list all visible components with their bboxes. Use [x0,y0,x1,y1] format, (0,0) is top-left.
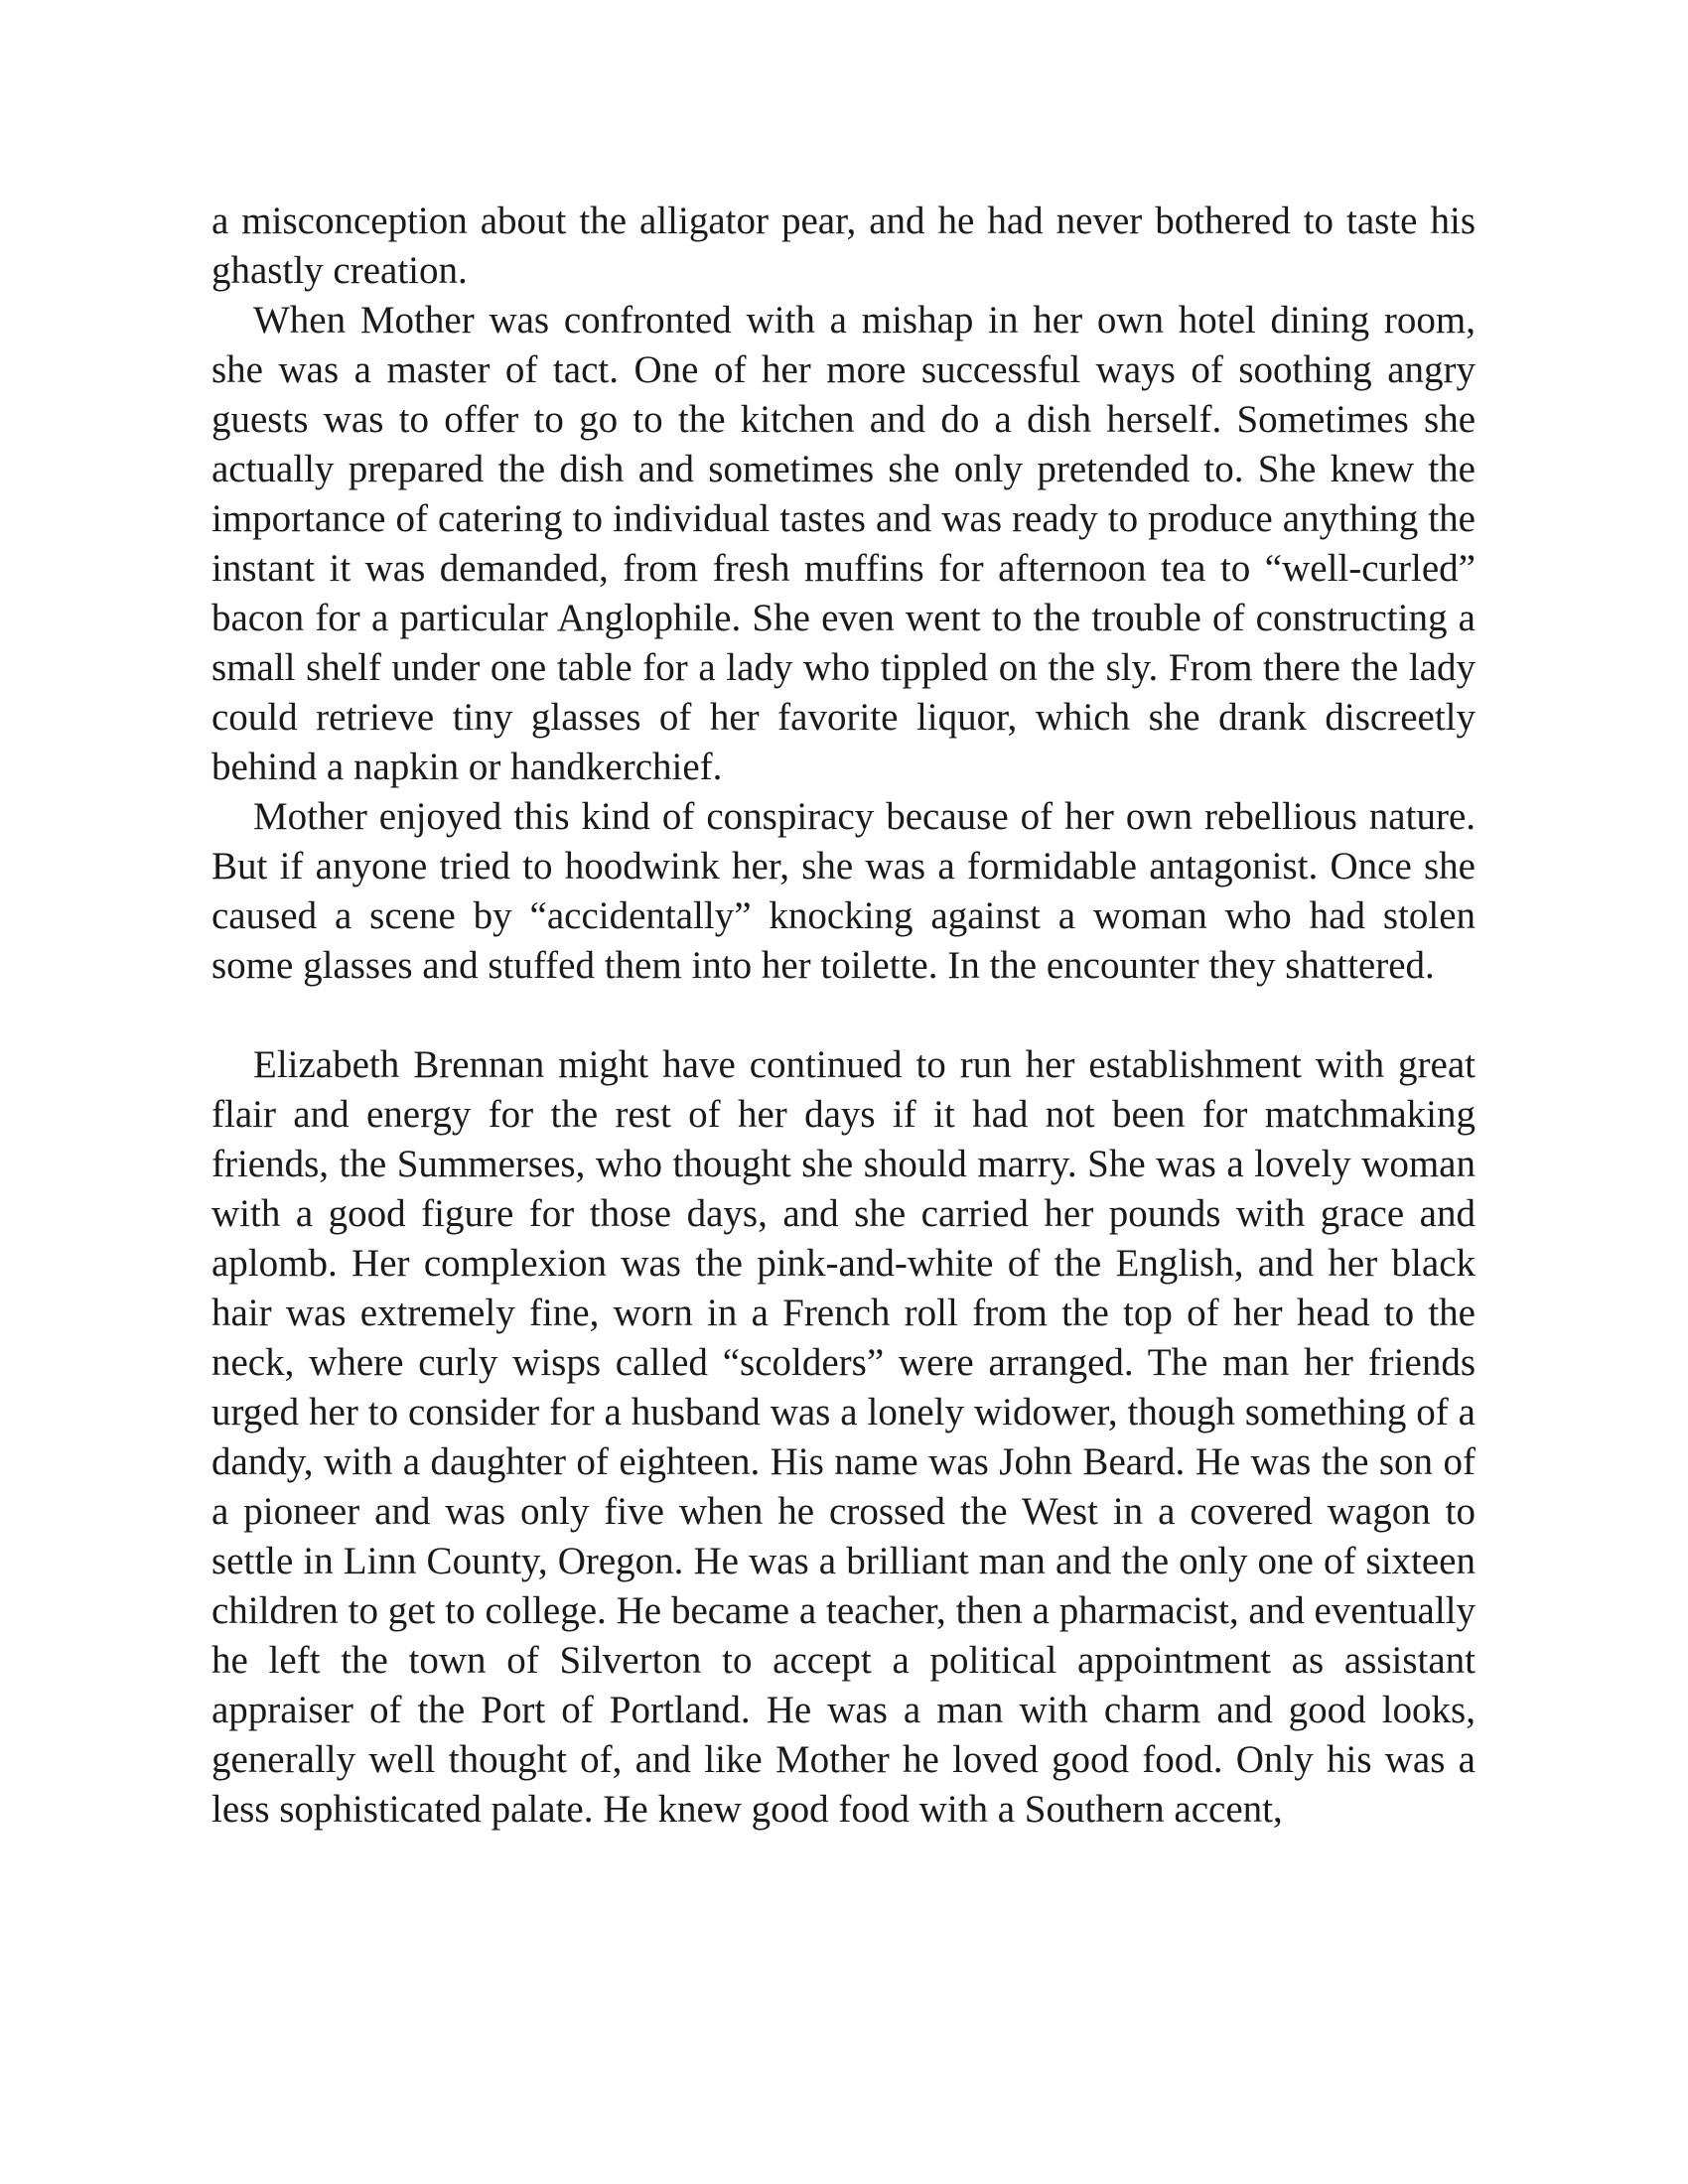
paragraph-elizabeth-brennan: Elizabeth Brennan might have continued to run her establishment with great flair and energy for the rest of her days if it had not been for matchmaking friends, the Summerses, who thought she should marry. She was a lovely woman with a good figure for those days, and she carried her pounds with grace and aplomb. Her complexion was the pink-and-white of the English, and her black hair was extremely fine, worn in a French roll from the top of her head to the neck, where curly wisps called “scolders” were arranged. The man her friends urged her to consider for a husband was a lonely widower, though something of a dandy, with a daughter of eighteen. His name was John Beard. He was the son of a pioneer and was only five when he crossed the West in a covered wagon to settle in Linn County, Oregon. He was a brilliant man and the only one of sixteen children to get to college. He became a teacher, then a pharmacist, and eventually he left the town of Silverton to accept a political appointment as assistant appraiser of the Port of Portland. He was a man with charm and good looks, generally well thought of, and like Mother he loved good food. Only his was a less sophisticated palate. He knew good food with a Southern accent, [211,1043,1476,1831]
paragraph-mother-tact: When Mother was confronted with a mishap in her own hotel dining room, she was a master of tact. One of her more successful ways of soothing angry guests was to offer to go to the kitchen and do a dish herself. Sometimes she actually prepared the dish and sometimes she only pretended to. She knew the importance of catering to individual tastes and was ready to produce anything the instant it was demanded, from fresh muffins for afternoon tea to “well-curled” bacon for a particular Anglophile. She even went to the trouble of constructing a small shelf under one table for a lady who tippled on the sly. From there the lady could retrieve tiny glasses of her favorite liquor, which she drank discreetly behind a napkin or handkerchief. [211,299,1476,788]
paragraph-continuation: a misconception about the alligator pear, and he had never bothered to taste his ghastly creation. [211,200,1476,292]
paragraph-mother-conspiracy: Mother enjoyed this kind of conspiracy because of her own rebellious nature. But if anyone tried to hoodwink her, she was a formidable antagonist. Once she caused a scene by “accidentally” knocking against a woman who had stolen some glasses and stuffed them into her toilette. In the encounter they shattered. [211,795,1476,987]
section-break [211,991,1476,1040]
book-page-text [211,197,1476,1835]
